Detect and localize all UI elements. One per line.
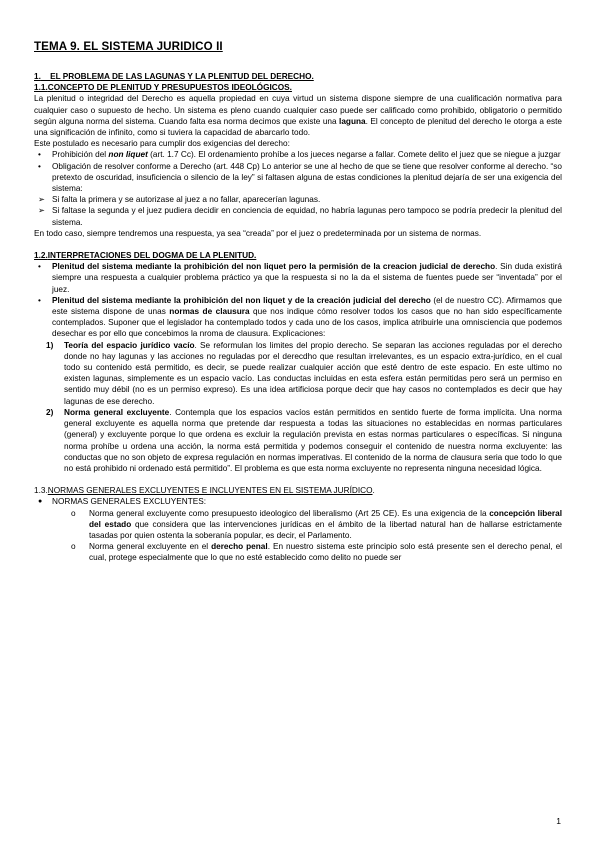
section-1-1-title: CONCEPTO DE PLENITUD Y PRESUPUESTOS IDEOLÓGICOS. (47, 83, 292, 93)
bullet-obligacion (34, 161, 562, 195)
term: concepción liberal del estado (89, 508, 562, 529)
text: . Contempla que los espacios vacíos están permitidos en sentido fuerte de forma implícita. Una norma general excluyente es aquella norma que pretende dar respuesta a todas las situaciones no establecidas en normas particulares (general) y excluyente porque lo que ordena es excluir la regulación prevista en estas normas particulares o específicas. Si ninguna norma prohíbe u ordena una acción, la norma está permitida y podemos conseguir el contenido de nuestra norma excluyente: las conductas que no son objeto de expresa regulación en normas imperativas. El contenido de la norma de clausura seria que todo lo que no está prohibido ni ordenado está permitido”. El problema es que esta norma excluyente no representa ninguna necesidad lógica. (64, 407, 562, 473)
paragraph-plenitud (34, 93, 562, 138)
text: Prohibición del (52, 150, 109, 160)
bullet-icon: • (38, 150, 41, 160)
page-number: 1 (556, 816, 561, 826)
arrow-icon: ➢ (38, 195, 45, 205)
term: Teoría del espacio jurídico vacío (64, 340, 195, 350)
text: Norma general excluyente como presupuesto ideologico del liberalismo (Art 25 CE). Es una exigencia de la (89, 508, 490, 518)
sub-bullet-derecho-penal (34, 541, 562, 563)
term-non-liquet: non liquet (108, 150, 148, 160)
text: Lo anterior se une al hecho de que se tiene que resolver conforme al derecho. “so pretexto de oscuridad, insuficiencia o silencio de la ley” si faltasen alguna de estas condiciones la plenitud dejaría de ser una exigencia del sistema: (52, 161, 562, 194)
term: Plenitud del sistema mediante la prohibición del non liquet pero la permisión de la creacion judicial de derecho (52, 262, 496, 272)
filled-circle-icon: ● (38, 498, 43, 506)
hollow-circle-icon: o (71, 542, 76, 552)
arrow-icon: ➢ (38, 206, 45, 216)
bullet-creacion-judicial: • Plenitud del sistema mediante la prohibición del non liquet pero la permisión de la creacion judicial de derecho. Sin duda existirá siempre una respuesta a cualquier problema práctico ya que la respuesta si no la da el sistema de fuentes puede ser “inventada” por el juez. (38, 262, 562, 294)
text: . En nuestro sistema este principio solo está presente sen el derecho penal, el cual, protege especialmente que lo que no esté establecido como delito no puede ser (89, 542, 563, 563)
item-number: 2) (46, 407, 54, 417)
section-1-3-title: NORMAS GENERALES EXCLUYENTES E INCLUYENTES EN EL SISTEMA JURÍDICO (47, 486, 373, 496)
bullet-icon: • (38, 161, 41, 171)
section-1-1-heading (34, 82, 562, 93)
section-1-1-number: 1.1. (34, 83, 48, 93)
text: Si faltase la segunda y el juez pudiera decidir en conciencia de equidad, no habría lagunas pero tampoco se podría predecir la plenitud del sistema. (52, 206, 562, 227)
bullet-icon: • (38, 295, 41, 305)
term-normas-clausura: normas de clausura (169, 307, 250, 317)
text: Norma general excluyente en el (89, 542, 212, 552)
paragraph-postulado: Este postulado es necesario para cumplir dos exigencias del derecho: (34, 139, 290, 149)
numbered-item-norma-excluyente (34, 407, 562, 474)
sub-bullet-liberalismo (34, 508, 562, 542)
circle-bullet-excluyentes (34, 496, 562, 507)
section-1-title: EL PROBLEMA DE LAS LAGUNAS Y LA PLENITUD DEL DERECHO. (50, 72, 314, 81)
term: derecho penal (211, 542, 268, 552)
numbered-item-espacio-vacio (34, 340, 562, 407)
text: (el de nuestro CC). Afirmamos que este sistema dispone de unas (52, 295, 562, 317)
term: Plenitud del sistema mediante la prohibición del non liquet y de la creación judicial del derecho (52, 295, 431, 305)
document-title: TEMA 9. EL SISTEMA JURIDICO II (34, 40, 223, 53)
text: . El concepto de plenitud del derecho le otorga a este una significación de infinito, como si tuviera la capacidad de abarcarlo todo. (34, 116, 562, 138)
item-number: 1) (46, 340, 54, 350)
section-1-3-number: 1.3. (34, 486, 48, 496)
section-1-2-number: 1.2. (34, 251, 48, 261)
bullet-prohibicion-creacion (34, 295, 562, 340)
text: que considera que las intervenciones jurídicas en el ámbito de la libertad natural han de hallarse estrictamente tasadas por quien ostenta la soberanía popular, es decir, el Parlamento. (89, 519, 562, 540)
text: NORMAS GENERALES EXCLUYENTES: (52, 497, 207, 507)
paragraph-en-todo-caso: En todo caso, siempre tendremos una respuesta, ya sea “creada” por el juez o predeterminada por un sistema de normas. (34, 228, 482, 238)
section-1-number: 1. (34, 72, 41, 81)
section-1-heading (34, 71, 562, 82)
bullet-icon: • (38, 262, 41, 272)
section-1-2-title: INTERPRETACIONES DEL DOGMA DE LA PLENITUD. (47, 251, 257, 261)
text: Si falta la primera y se autorizase al juez a no fallar, aparecerían lagunas. (52, 195, 321, 205)
hollow-circle-icon: o (71, 508, 76, 518)
document-body (34, 71, 562, 564)
text: que nos indique cómo resolver todos los casos que no han sido específicamente contemplados. Suponer que el legislador ha contemplado todos y cada uno de los casos, implica atribuirle una omnisciencia que podemos desechar es por ello que concebimos la nroma de clausura. Explicaciones: (52, 307, 562, 339)
text: (art. 1.7 Cc). El ordenamiento prohíbe a los jueces negarse a fallar. Comete delito el juez que se niegue a juzgar (147, 150, 561, 160)
term: Norma general excluyente (64, 407, 170, 417)
text: Obligación de resolver conforme a Derecho (art. 448 Cp) (52, 161, 260, 171)
arrow-item-primera (34, 194, 562, 205)
text: . Se reformulan los limites del propio derecho. Se separan las acciones reguladas por el derecho donde no hay lagunas y las acciones no reguladas por el derecdho que resultan irrelevantes, es un espacio extra-jurídico, en el cual todo su contenido está permitido, es decir, se puede realizar cualquier acción que esté dentro de este espacio. En este ultimo no existen lagunas, simplemente es un espacio vacío. Las conductas incluidas en esta esfera están permitidas pero será un permiso en sentido muy débil (no es un permiso expreso). Es una idea artificiosa porque decir que hay casos no contemplados es decir que hay lagunas de ese derecho. (64, 340, 562, 406)
section-1-2-heading (34, 250, 562, 261)
term-laguna: laguna (339, 116, 366, 126)
arrow-item-segunda (34, 205, 562, 227)
text: . (372, 486, 375, 496)
text: Sin duda existirá siempre una respuesta a cualquier problema práctico ya que la respuesta si no la da el sistema de fuentes puede ser “inventada” por el juez. (52, 262, 562, 294)
section-1-3-heading (34, 485, 562, 496)
text: La plenitud o integridad del Derecho es aquella propiedad en cuya virtud un sistema dispone siempre de una cualificación normativa para cualquier caso o supuesto de hecho. Un sistema es pleno cuando cualquier caso puede ser calificado como prohibido, obligatorio o permitido según alguna norma del sistema. Cuando falta esa norma decimos que existe una (34, 94, 562, 126)
bullet-non-liquet (34, 149, 562, 160)
